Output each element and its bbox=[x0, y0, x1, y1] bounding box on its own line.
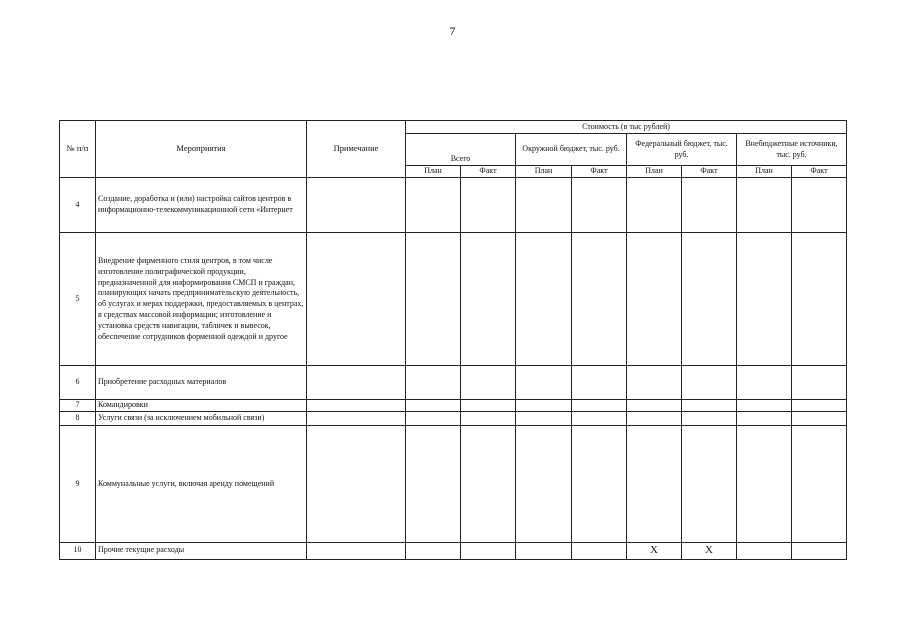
page-number: 7 bbox=[449, 24, 456, 38]
header-cost: Стоимость (в тыс рублей) bbox=[406, 121, 847, 134]
header-num: № п/п bbox=[60, 121, 96, 178]
header-fact: Факт bbox=[461, 165, 516, 177]
table-row bbox=[60, 542, 847, 559]
row-text: Услуги связи (за исключением мобильной связи) bbox=[96, 411, 307, 425]
table-row bbox=[60, 233, 847, 366]
table-row bbox=[60, 399, 847, 411]
row-num: 8 bbox=[60, 411, 96, 425]
row-num: 9 bbox=[60, 426, 96, 542]
table-row bbox=[60, 178, 847, 233]
row-note bbox=[307, 366, 406, 400]
table-row bbox=[60, 426, 847, 542]
table-row bbox=[60, 411, 847, 425]
federal-fact-mark: X bbox=[682, 542, 737, 559]
row-num: 5 bbox=[60, 233, 96, 366]
table-row bbox=[60, 366, 847, 400]
row-num: 10 bbox=[60, 542, 96, 559]
row-text: Прочие текущие расходы bbox=[96, 542, 307, 559]
header-event: Мероприятия bbox=[96, 121, 307, 178]
budget-table bbox=[59, 120, 847, 560]
row-note bbox=[307, 178, 406, 233]
header-district: Окружной бюджет, тыс. руб. bbox=[516, 134, 627, 166]
row-num: 4 bbox=[60, 178, 96, 233]
header-plan: План bbox=[406, 165, 461, 177]
header-offbudget: Внебюджетные источники, тыс. руб. bbox=[737, 134, 847, 166]
row-num: 7 bbox=[60, 399, 96, 411]
header-plan: План bbox=[516, 165, 572, 177]
row-text: Коммунальные услуги, включая аренду помещений bbox=[96, 426, 307, 542]
header-fact: Факт bbox=[572, 165, 627, 177]
header-plan: План bbox=[627, 165, 682, 177]
header-plan: План bbox=[737, 165, 792, 177]
header-federal: Федеральный бюджет, тыс. руб. bbox=[627, 134, 737, 166]
row-note bbox=[307, 399, 406, 411]
row-note bbox=[307, 233, 406, 366]
row-note bbox=[307, 426, 406, 542]
row-num: 6 bbox=[60, 366, 96, 400]
row-text: Внедрение фирменного стиля центров, в том числе изготовление полиграфической продукции, предназначенной для информирования СМСП и граждан, планирующих начать предпринимательскую деятельность, об услугах и мерах поддержки, предоставляемых в центрах, в средствах массовой информации; изготовление и установка средств навигации, табличек и вывесок, обеспечение сотрудников форменной одеждой и другое bbox=[96, 233, 307, 366]
row-note bbox=[307, 411, 406, 425]
header-row-1 bbox=[60, 121, 847, 134]
row-text: Приобретение расходных материалов bbox=[96, 366, 307, 400]
federal-plan-mark: X bbox=[627, 542, 682, 559]
row-note bbox=[307, 542, 406, 559]
header-total: Всего bbox=[406, 134, 516, 166]
header-fact: Факт bbox=[682, 165, 737, 177]
header-fact: Факт bbox=[792, 165, 847, 177]
row-text: Создание, доработка и (или) настройка сайтов центров в информационно-телекоммуникационной сети «Интернет bbox=[96, 178, 307, 233]
header-note: Примечание bbox=[307, 121, 406, 178]
row-text: Командировки bbox=[96, 399, 307, 411]
